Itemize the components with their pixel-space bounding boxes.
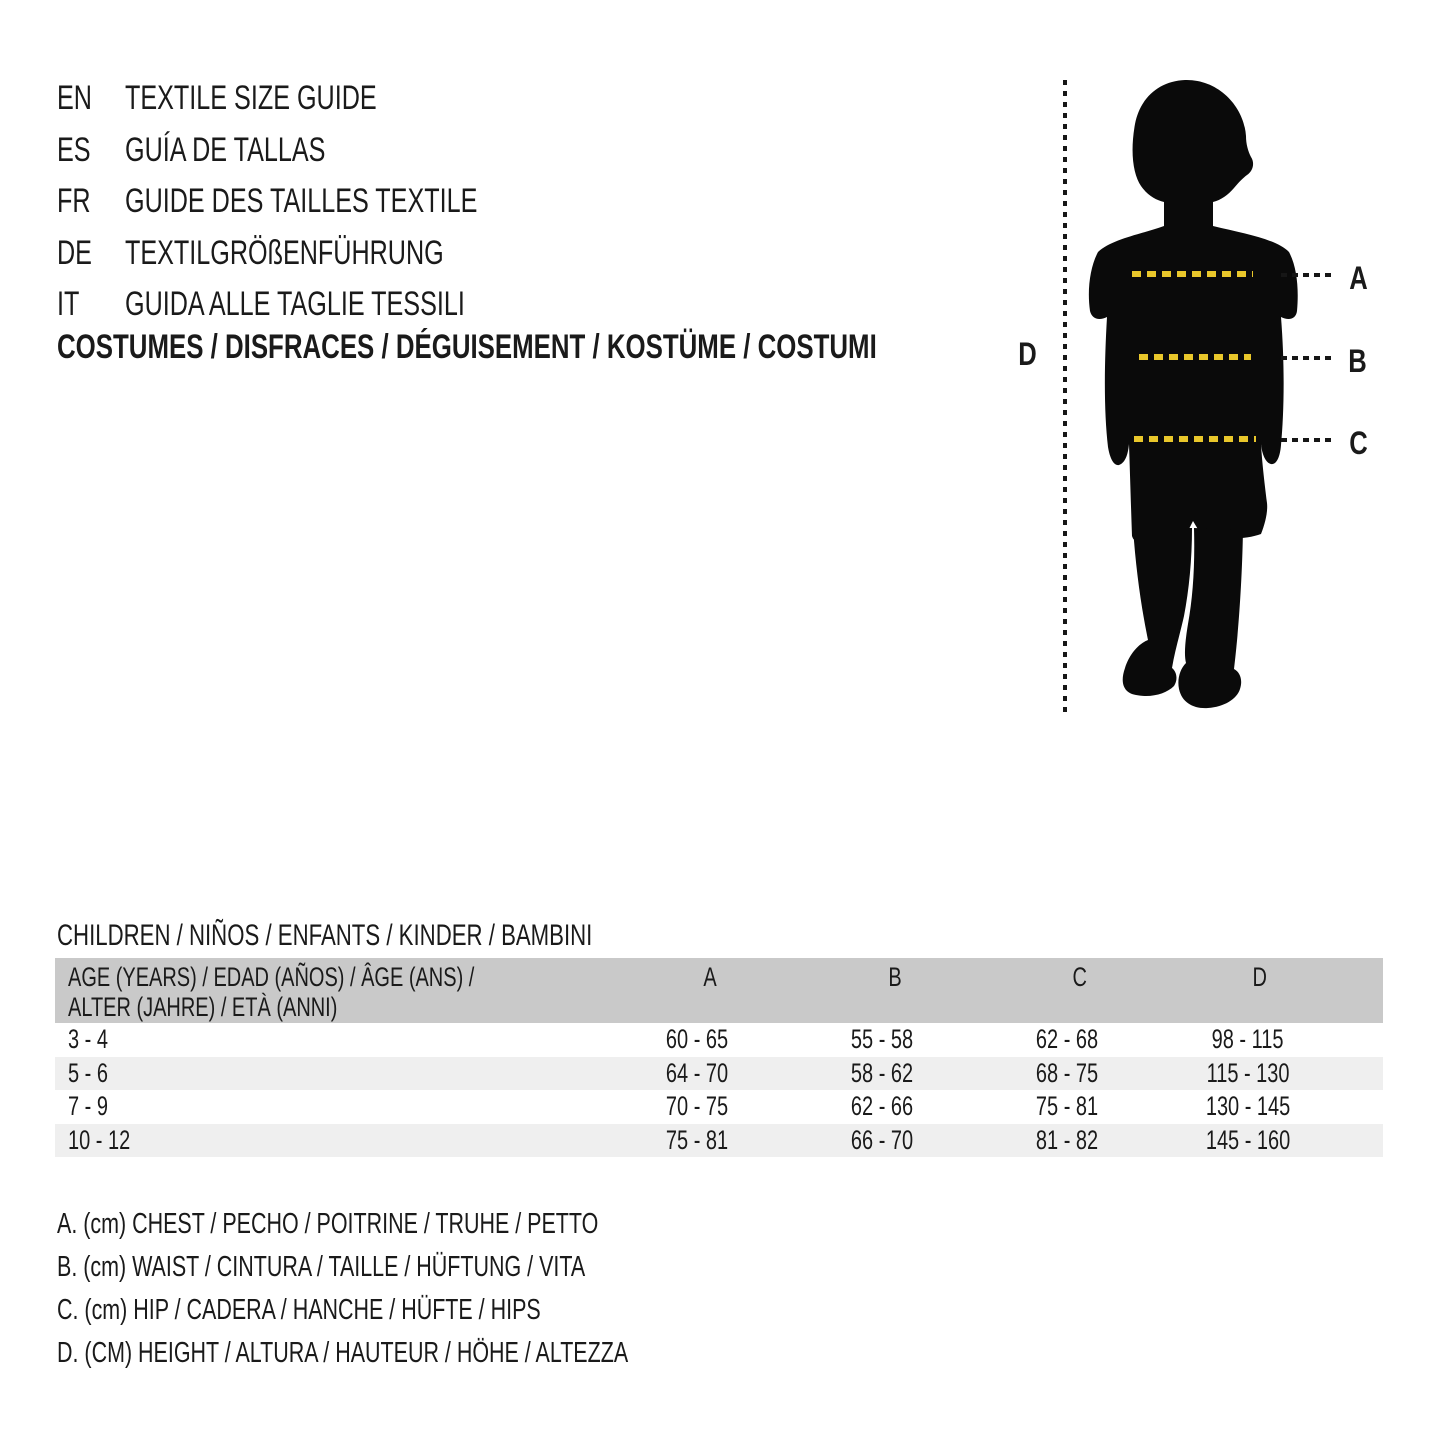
lang-row-it [57, 279, 601, 331]
children-size-table [55, 958, 1383, 1157]
measurement-legend [57, 1203, 829, 1375]
hip-measure-line [1134, 436, 1256, 442]
lang-title: GUÍA DE TALLAS [125, 130, 326, 169]
chest-cell: 70 - 75 [666, 1091, 729, 1122]
height-cell: 130 - 145 [1205, 1091, 1291, 1122]
age-cell: 5 - 6 [68, 1057, 108, 1088]
hip-cell: 75 - 81 [1036, 1091, 1099, 1122]
waist-cell: 66 - 70 [851, 1124, 914, 1155]
table-row [55, 1023, 1383, 1057]
lang-title: TEXTILE SIZE GUIDE [125, 79, 377, 117]
legend-line-chest: A. (cm) CHEST / PECHO / POITRINE / TRUHE / PETTO [57, 1208, 599, 1240]
height-measure-dotted-line [1063, 80, 1067, 713]
lang-title: TEXTILGRÖßENFÜHRUNG [125, 233, 444, 272]
label-chest-a: A [1349, 260, 1368, 296]
lang-row-es [57, 125, 601, 177]
lang-code: ES [57, 130, 91, 169]
column-header-a: A [702, 962, 717, 992]
lang-row-de [57, 228, 601, 280]
lang-code: EN [57, 79, 92, 117]
lang-title: GUIDA ALLE TAGLIE TESSILI [125, 285, 465, 323]
silhouette-body [1089, 80, 1298, 541]
legend-line-height: D. (CM) HEIGHT / ALTURA / HAUTEUR / HÖHE / ALTEZZA [57, 1337, 629, 1369]
column-header-c: C [1072, 962, 1087, 992]
lang-title: GUIDE DES TAILLES TEXTILE [125, 182, 478, 220]
height-cell: 115 - 130 [1206, 1057, 1290, 1088]
table-row [55, 1090, 1383, 1124]
waist-cell: 58 - 62 [851, 1057, 914, 1088]
age-cell: 7 - 9 [68, 1091, 108, 1122]
age-header-cell: AGE (YEARS) / EDAD (AÑOS) / ÂGE (ANS) / ALTER (JAHRE) / ETÀ (ANNI) [68, 962, 475, 1022]
hip-cell: 68 - 75 [1036, 1057, 1099, 1088]
column-header-d: D [1252, 962, 1268, 992]
waist-cell: 62 - 66 [851, 1091, 914, 1122]
table-row [55, 1124, 1383, 1158]
table-row [55, 1057, 1383, 1091]
lang-code: DE [57, 233, 92, 272]
child-silhouette [1085, 78, 1300, 713]
age-cell: 3 - 4 [68, 1024, 108, 1055]
label-waist-b: B [1348, 343, 1367, 379]
chest-connector-line [1281, 273, 1333, 277]
language-title-list [57, 73, 601, 331]
lang-row-en [57, 73, 601, 125]
legend-line-waist: B. (cm) WAIST / CINTURA / TAILLE / HÜFTUNG / VITA [57, 1251, 586, 1283]
hip-cell: 62 - 68 [1036, 1024, 1099, 1055]
lang-code: FR [57, 182, 91, 220]
hip-cell: 81 - 82 [1036, 1124, 1099, 1155]
waist-cell: 55 - 58 [851, 1024, 914, 1055]
chest-cell: 60 - 65 [666, 1024, 729, 1055]
waist-measure-line [1139, 354, 1251, 360]
children-section-heading: CHILDREN / NIÑOS / ENFANTS / KINDER / BAMBINI [57, 919, 593, 952]
lang-row-fr [57, 176, 601, 228]
chest-cell: 64 - 70 [666, 1057, 729, 1088]
height-cell: 145 - 160 [1205, 1124, 1291, 1155]
height-cell: 98 - 115 [1212, 1024, 1284, 1055]
category-title: COSTUMES / DISFRACES / DÉGUISEMENT / KOSTÜME / COSTUMI [57, 328, 877, 366]
label-hip-c: C [1349, 425, 1368, 461]
label-height-d: D [1018, 336, 1037, 372]
legend-line-hip: C. (cm) HIP / CADERA / HANCHE / HÜFTE / HIPS [57, 1294, 541, 1326]
waist-connector-line [1281, 356, 1333, 360]
column-header-b: B [887, 962, 902, 992]
chest-measure-line [1132, 271, 1253, 277]
lang-code: IT [57, 285, 80, 323]
table-header-row [55, 958, 1383, 1023]
age-cell: 10 - 12 [68, 1124, 131, 1155]
hip-connector-line [1281, 438, 1333, 442]
chest-cell: 75 - 81 [666, 1124, 729, 1155]
